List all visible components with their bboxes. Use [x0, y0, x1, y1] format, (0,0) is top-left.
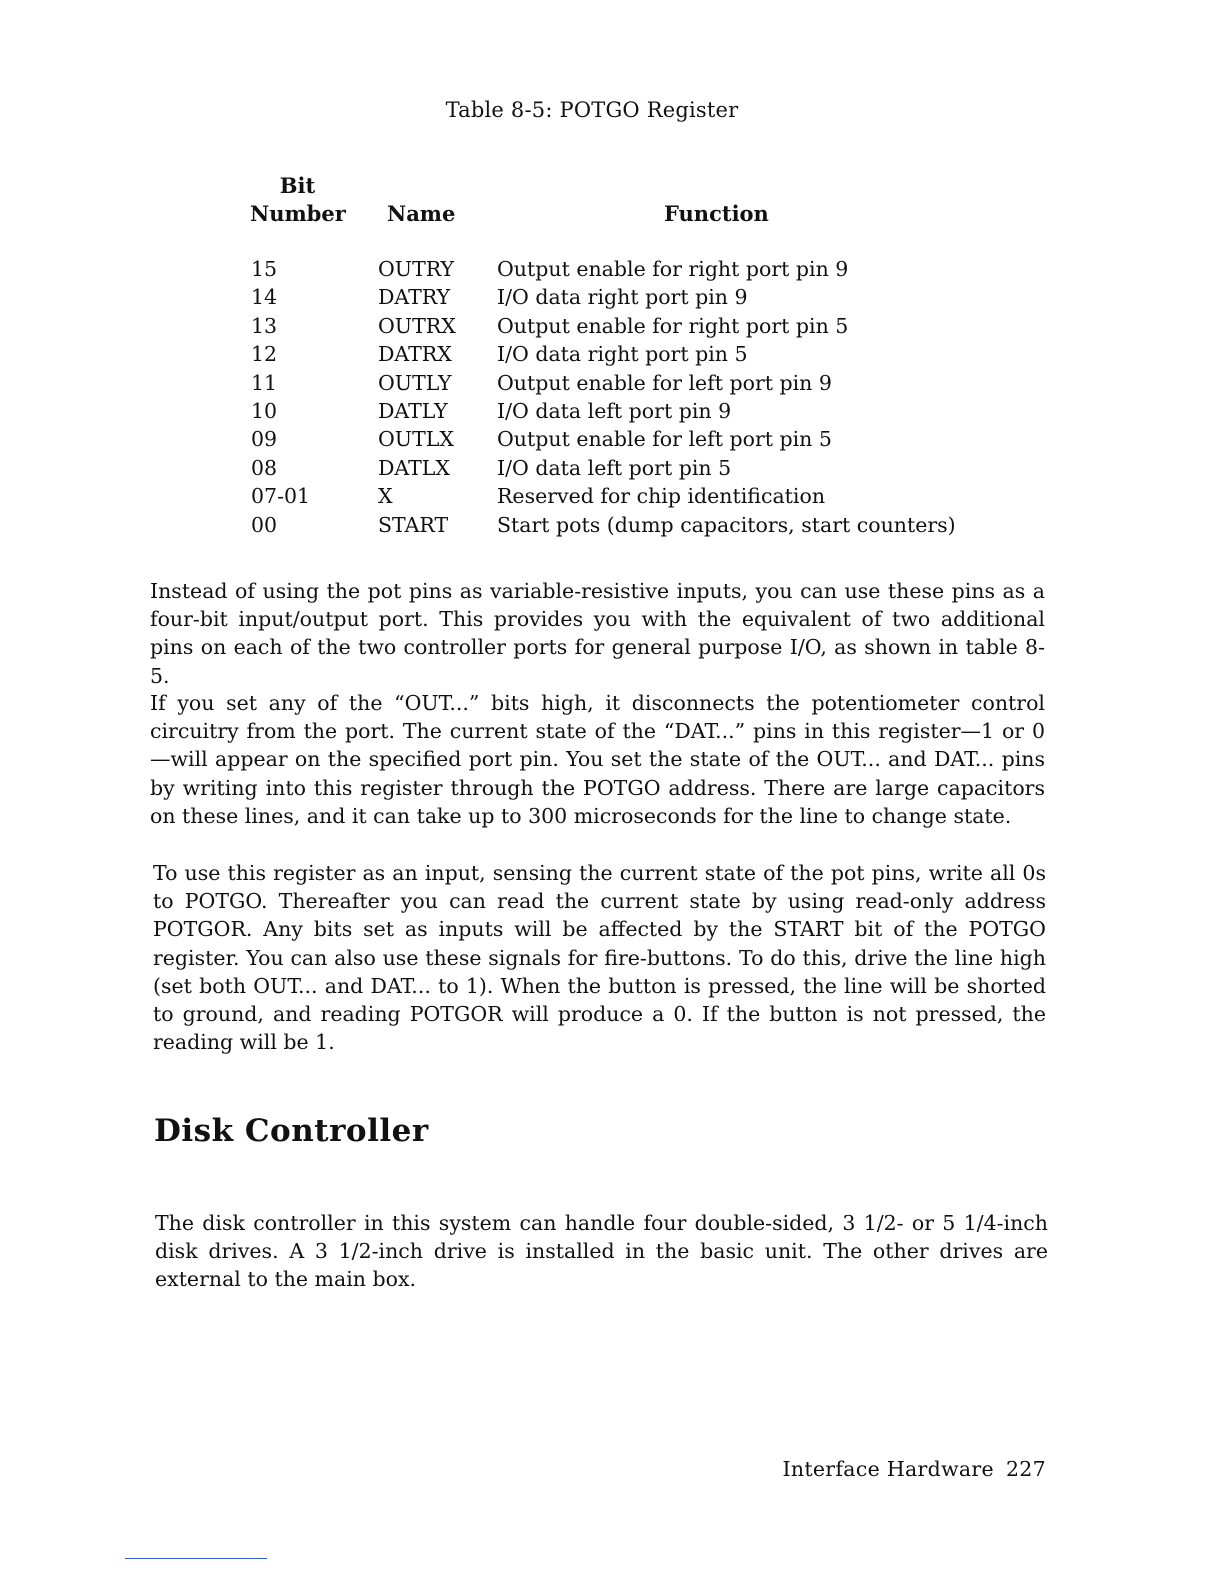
row-bit: 13 — [251, 313, 278, 338]
row-function: Reserved for chip identification — [497, 484, 826, 509]
row-name: OUTLX — [378, 427, 454, 452]
row-name: DATRY — [378, 285, 451, 310]
row-function: I/O data left port pin 5 — [497, 455, 732, 480]
header-bit-line2: Number — [250, 201, 346, 226]
table-row — [0, 340, 1224, 368]
table-row — [0, 255, 1224, 283]
table-row — [0, 397, 1224, 425]
row-function: I/O data right port pin 9 — [497, 285, 748, 310]
row-name: OUTLY — [378, 370, 452, 395]
section-paragraph: The disk controller in this system can handle four double-sided, 3 1/2- or 5 1/4-inch disk drives. A 3 1/2-inch drive is installed in the basic unit. The other drives are external to the main box. — [155, 1211, 1048, 1292]
table-row — [0, 283, 1224, 311]
row-name: DATLX — [378, 455, 451, 480]
header-bit-line1: Bit — [279, 173, 316, 198]
row-name: DATLY — [378, 398, 448, 423]
row-name: START — [378, 512, 449, 537]
row-function: Output enable for left port pin 5 — [497, 427, 832, 452]
row-function: Start pots (dump capacitors, start counters) — [497, 512, 956, 537]
table-row — [0, 369, 1224, 397]
row-bit: 15 — [251, 257, 278, 281]
table-row — [0, 425, 1224, 453]
page-number: 227 — [1005, 1457, 1046, 1481]
bottom-rule — [125, 1558, 267, 1559]
table-caption: Table 8-5: POTGO Register — [445, 98, 739, 122]
body-paragraph: Instead of using the pot pins as variable-resistive inputs, you can use these pins as a four-bit input/output port. This provides you with the equivalent of two additional pins on each of the two controller ports for general purpose I/O, as shown in table 8-5. — [150, 579, 1045, 688]
header-name: Name — [387, 201, 456, 226]
row-bit: 11 — [251, 370, 278, 395]
row-name: OUTRX — [378, 313, 456, 338]
page-footer — [782, 1457, 1046, 1481]
section-heading: Disk Controller — [154, 1113, 429, 1149]
row-bit: 07-01 — [251, 484, 311, 509]
table-row — [0, 511, 1224, 539]
header-function: Function — [664, 201, 769, 226]
row-bit: 09 — [251, 427, 278, 452]
body-paragraph: If you set any of the “OUT...” bits high, it disconnects the potentiometer control circuitry from the port. The current state of the “DAT...” pins in this register—1 or 0—will appear on the specified port pin. You set the state of the OUT... and DAT... pins by writing into this register through the POTGO address. There are large capacitors on these lines, and it can take up to 300 microseconds for the line to change state. — [150, 691, 1045, 828]
row-function: I/O data right port pin 5 — [497, 342, 748, 367]
register-table-body — [0, 255, 1224, 539]
row-bit: 08 — [251, 455, 278, 480]
row-name: X — [378, 484, 393, 509]
row-bit: 00 — [251, 512, 278, 537]
row-name: OUTRY — [378, 257, 455, 281]
row-function: Output enable for right port pin 5 — [497, 313, 849, 338]
row-function: I/O data left port pin 9 — [497, 398, 732, 423]
body-paragraph: To use this register as an input, sensing the current state of the pot pins, write all 0s to POTGO. Thereafter you can read the current state by using read-only address POTGOR. Any bits set as inputs will be affected by the START bit of the POTGO register. You can also use these signals for fire-buttons. To do this, drive the line high (set both OUT... and DAT... to 1). When the button is pressed, the line will be shorted to ground, and reading POTGOR will produce a 0. If the button is not pressed, the reading will be 1. — [153, 861, 1046, 1055]
row-function: Output enable for left port pin 9 — [497, 370, 832, 395]
table-row — [0, 482, 1224, 510]
row-bit: 10 — [251, 398, 278, 423]
row-bit: 14 — [251, 285, 278, 310]
footer-section-title: Interface Hardware — [782, 1457, 994, 1481]
row-bit: 12 — [251, 342, 278, 367]
table-row — [0, 312, 1224, 340]
header-bit-number — [250, 172, 345, 228]
row-function: Output enable for right port pin 9 — [497, 257, 849, 281]
row-name: DATRX — [378, 342, 452, 367]
table-row — [0, 454, 1224, 482]
